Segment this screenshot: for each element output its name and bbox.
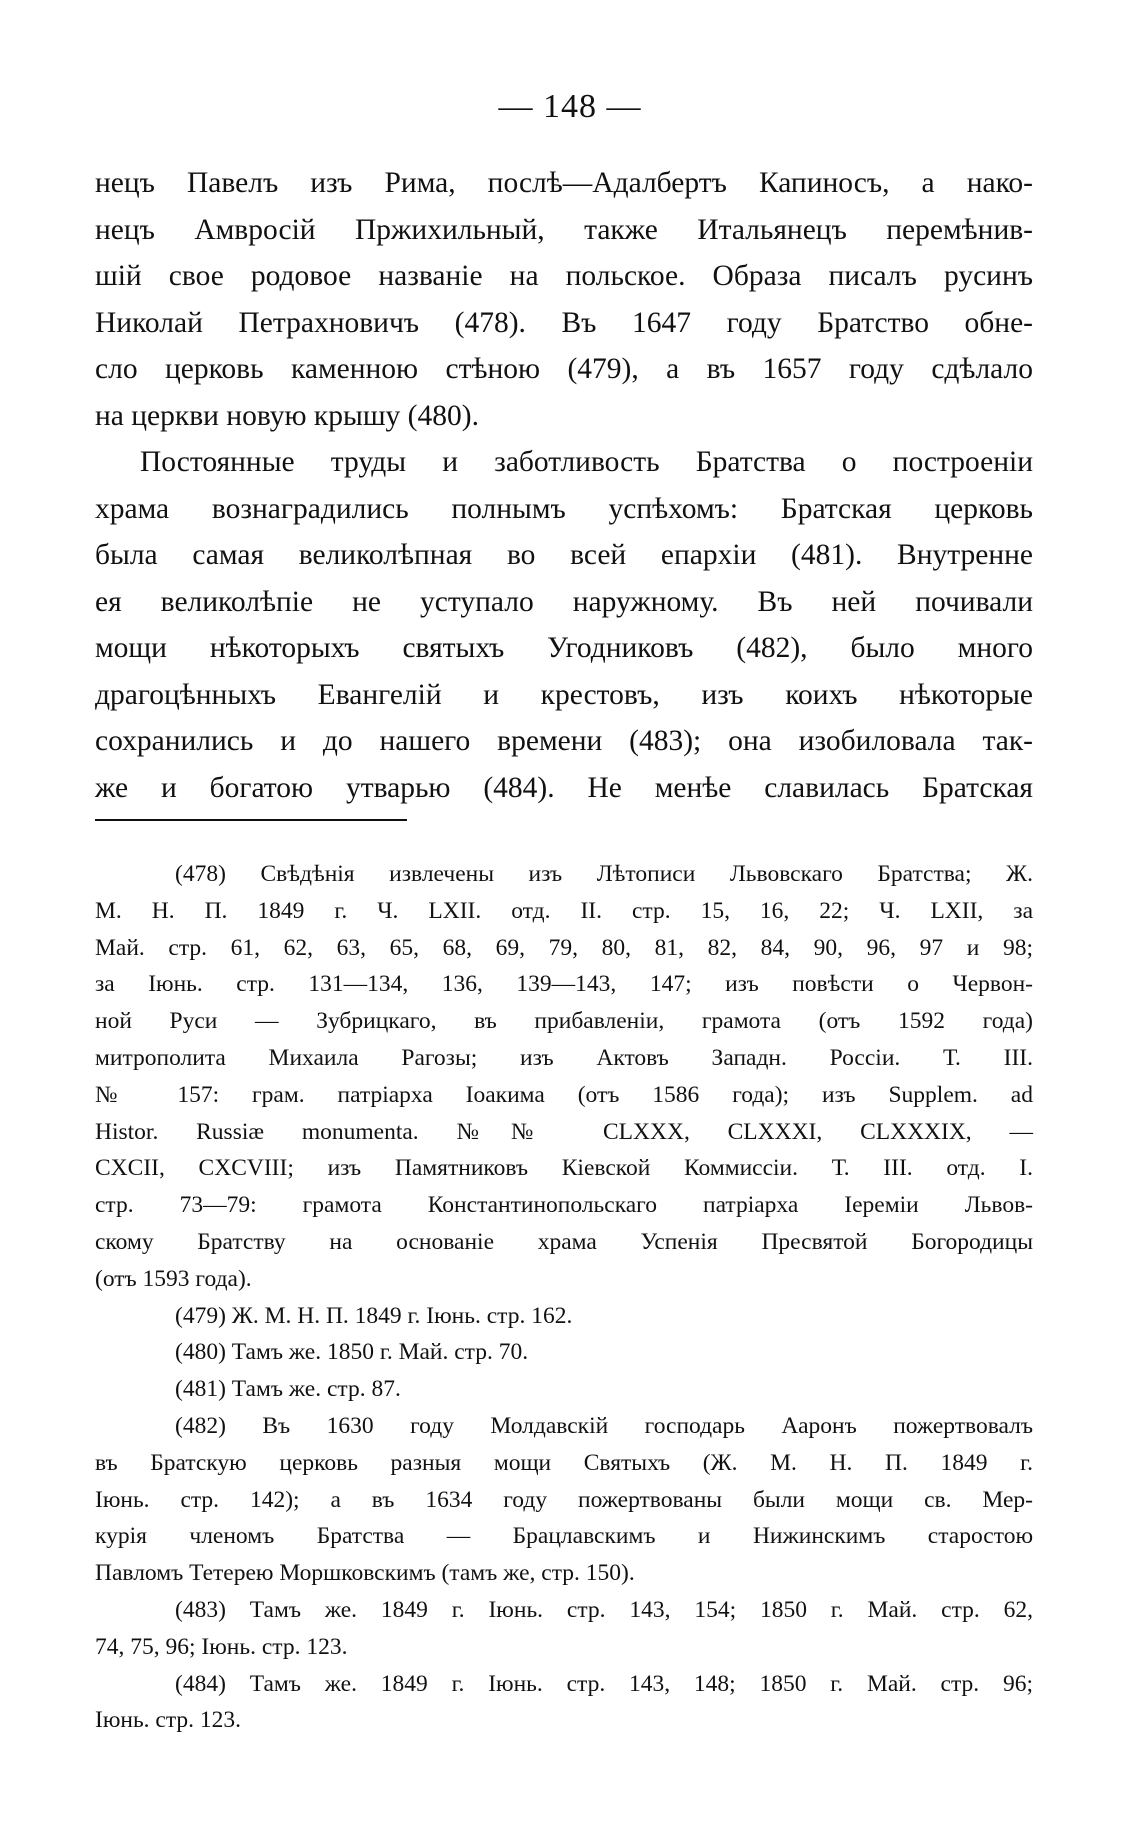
footnote-line: Histor. Russiæ monumenta. №№ CLXXX, CLXXXI, CLXXXIX, — [95,1118,1033,1145]
footnote-line: стр. 73—79: грамота Константинопольскаго патріарха Іереміи Львов- [95,1192,1033,1219]
body-line: нецъ Павелъ изъ Рима, послѣ—Адалбертъ Капиносъ, а нако- [95,167,1033,199]
body-line: же и богатою утварью (484). Не менѣе славилась Братская [95,771,1033,804]
body-line: шій свое родовое названіе на польское. Образа писалъ русинъ [95,260,1033,292]
footnote-line: Іюнь. стр. 123. [95,1707,242,1734]
footnote-line: Іюнь. стр. 142); а въ 1634 году пожертвованы были мощи св. Мер- [95,1486,1033,1513]
body-line: храма вознаградились полнымъ успѣхомъ: Братская церковь [95,492,1033,525]
footnote-line: скому Братству на основаніе храма Успенія Пресвятой Богородицы [95,1228,1033,1255]
footnote-line: (480) Тамъ же. 1850 г. Май. стр. 70. [175,1339,529,1366]
footnote-line: 74, 75, 96; Іюнь. стр. 123. [95,1633,348,1660]
body-line: мощи нѣкоторыхъ святыхъ Угодниковъ (482), было много [95,632,1033,664]
footnote-line: Павломъ Тетерею Моршковскимъ (тамъ же, стр. 150). [95,1560,635,1587]
footnote-line: (483) Тамъ же. 1849 г. Іюнь. стр. 143, 154; 1850 г. Май. стр. 62, [175,1596,1033,1623]
body-line: драгоцѣнныхъ Евангелій и крестовъ, изъ коихъ нѣкоторые [95,678,1033,711]
footnote-line: за Іюнь. стр. 131—134, 136, 139—143, 147; изъ повѣсти о Червон- [95,971,1033,998]
footnote-line: ной Руси — Зубрицкаго, въ прибавленіи, грамота (отъ 1592 года) [95,1008,1033,1035]
body-line: сло церковь каменною стѣною (479), а въ 1657 году сдѣлало [95,353,1033,385]
page-number: — 148 — [498,88,642,125]
footnote-line: (484) Тамъ же. 1849 г. Іюнь. стр. 143, 148; 1850 г. Май. стр. 96; [175,1670,1033,1697]
body-line: нецъ Амвросій Пржихильный, также Итальянецъ перемѣнив- [95,213,1033,246]
footnotes [95,856,1033,1739]
footnote-line: (479) Ж. М. Н. П. 1849 г. Іюнь. стр. 162. [175,1302,573,1329]
body-line: на церкви новую крышу (480). [95,399,479,432]
footnote-line: № 157: грам. патріарха Іоакима (отъ 1586 года); изъ Supplem. ad [95,1081,1033,1108]
body-line: Постоянные труды и заботливость Братства о построеніи [140,446,1033,478]
body-line: сохранились и до нашего времени (483); она изобиловала так- [95,725,1033,757]
footnote-line: Май. стр. 61, 62, 63, 65, 68, 69, 79, 80, 81, 82, 84, 90, 96, 97 и 98; [95,934,1033,961]
footnote-line: въ Братскую церковь разныя мощи Святыхъ (Ж. М. Н. П. 1849 г. [95,1449,1033,1476]
footnote-line: курія членомъ Братства — Брацлавскимъ и Нижинскимъ старостою [95,1523,1033,1550]
footnote-line: (отъ 1593 года). [95,1265,252,1292]
footnote-line: (482) Въ 1630 году Молдавскій господарь Ааронъ пожертвовалъ [175,1412,1033,1439]
footnote-line: митрополита Михаила Рагозы; изъ Актовъ Западн. Россіи. Т. III. [95,1044,1033,1071]
body-line: ея великолѣпіе не уступало наружному. Въ ней почивали [95,585,1033,618]
body-line: была самая великолѣпная во всей епархіи (481). Внутренне [95,539,1033,571]
footnote-line: CXCII, CXCVIII; изъ Памятниковъ Кіевской Коммиссіи. Т. III. отд. I. [95,1155,1033,1182]
body-line: Николай Петрахновичъ (478). Въ 1647 году Братство обне- [95,306,1033,339]
footnote-line: (481) Тамъ же. стр. 87. [175,1376,401,1403]
footnote-separator [95,819,407,821]
main-text [95,160,1033,811]
footnote-line: М. Н. П. 1849 г. Ч. LXII. отд. II. стр. 15, 16, 22; Ч. LXII, за [95,897,1033,924]
footnote-line: (478) Свѣдѣнія извлечены изъ Лѣтописи Львовскаго Братства; Ж. [175,861,1033,887]
